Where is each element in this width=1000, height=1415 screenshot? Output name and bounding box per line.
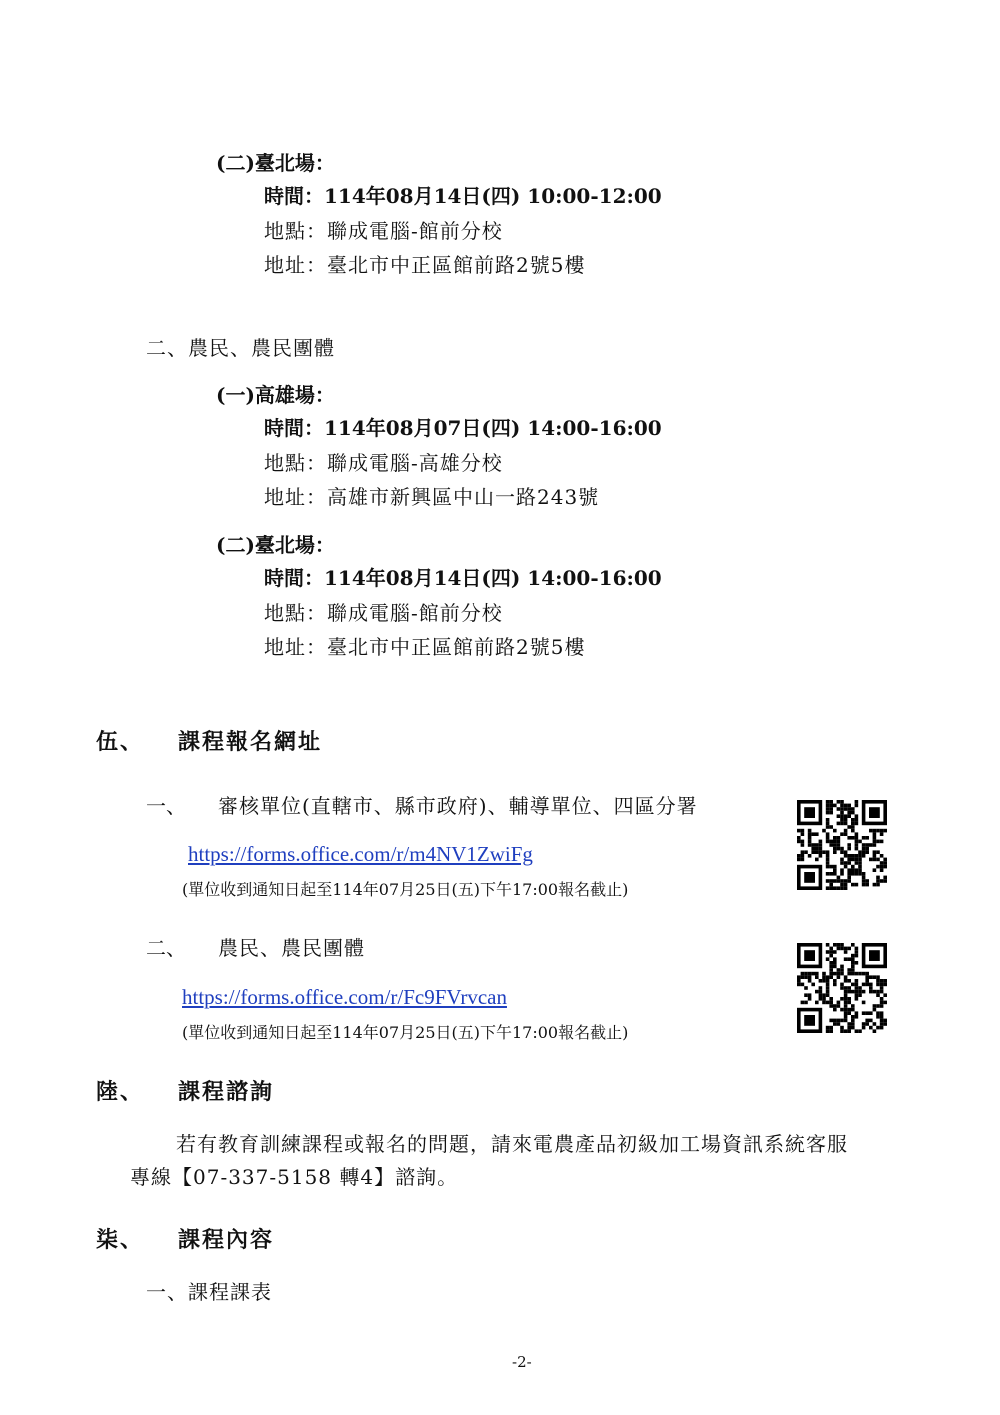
section-number: 陸、 [96,1079,145,1105]
deadline-note: (單位收到通知日起至114年07月25日(五)下午17:00報名截止) [182,1023,629,1042]
registration-link[interactable]: https://forms.office.com/r/Fc9FVrvcan [182,985,507,1009]
session-time: 時間：114年08月07日(四) 14:00-16:00 [264,416,662,440]
section-title: 課程報名網址 [178,729,323,755]
qr-code-icon [797,943,887,1033]
registration-link[interactable]: https://forms.office.com/r/m4NV1ZwiFg [188,842,533,866]
session-address: 地址：高雄市新興區中山一路243號 [264,485,600,509]
session-time: 時間：114年08月14日(四) 14:00-16:00 [264,566,662,590]
session-place: 地點：聯成電腦-高雄分校 [264,451,503,475]
session-address: 地址：臺北市中正區館前路2號5樓 [264,253,586,277]
session-time: 時間：114年08月14日(四) 10:00-12:00 [264,184,662,208]
section-title: 課程諮詢 [178,1079,275,1105]
consult-text: 專線【07-337-5158 轉4】諮詢。 [130,1165,459,1189]
deadline-note: (單位收到通知日起至114年07月25日(五)下午17:00報名截止) [182,880,629,899]
session-place: 地點：聯成電腦-館前分校 [264,601,503,625]
farmers-heading: 二、農民、農民團體 [146,336,335,360]
session-heading: (二)臺北場： [216,533,335,557]
item-number: 一、 [146,794,186,818]
session-heading: (二)臺北場： [216,151,335,175]
schedule-heading: 一、課程課表 [146,1280,272,1304]
qr-code-icon [797,800,887,890]
session-place: 地點：聯成電腦-館前分校 [264,219,503,243]
item-number: 二、 [146,936,186,960]
item-label: 農民、農民團體 [218,936,365,960]
page-number: -2- [512,1353,532,1371]
section-title: 課程內容 [178,1227,275,1253]
session-address: 地址：臺北市中正區館前路2號5樓 [264,635,586,659]
section-number: 柒、 [96,1227,145,1253]
session-heading: (一)高雄場： [216,383,335,407]
item-label: 審核單位(直轄市、縣市政府)、輔導單位、四區分署 [218,794,698,818]
consult-text: 若有教育訓練課程或報名的問題，請來電農產品初級加工場資訊系統客服 [176,1132,848,1156]
section-number: 伍、 [96,729,145,755]
